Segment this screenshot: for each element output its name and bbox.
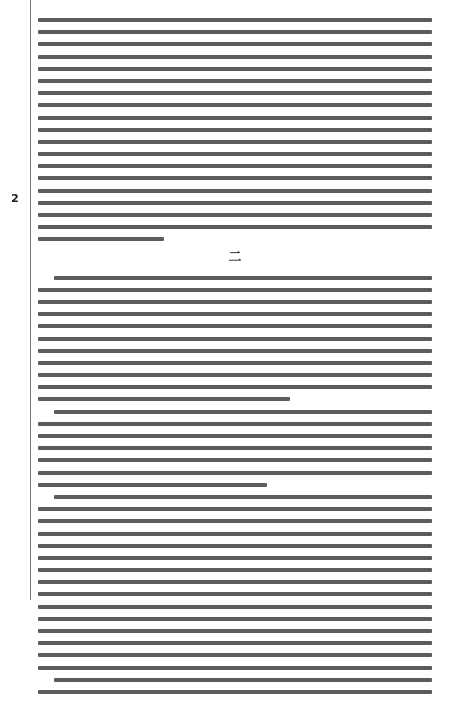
paragraph-5 bbox=[38, 678, 432, 694]
paragraph-4 bbox=[38, 495, 432, 670]
page-number: 2 bbox=[11, 192, 19, 205]
page-body bbox=[38, 18, 432, 702]
paragraph-1 bbox=[38, 18, 432, 241]
paragraph-3 bbox=[38, 410, 432, 487]
section-heading: 二 bbox=[228, 249, 242, 265]
page-gutter bbox=[0, 0, 31, 600]
paragraph-2 bbox=[38, 276, 432, 402]
